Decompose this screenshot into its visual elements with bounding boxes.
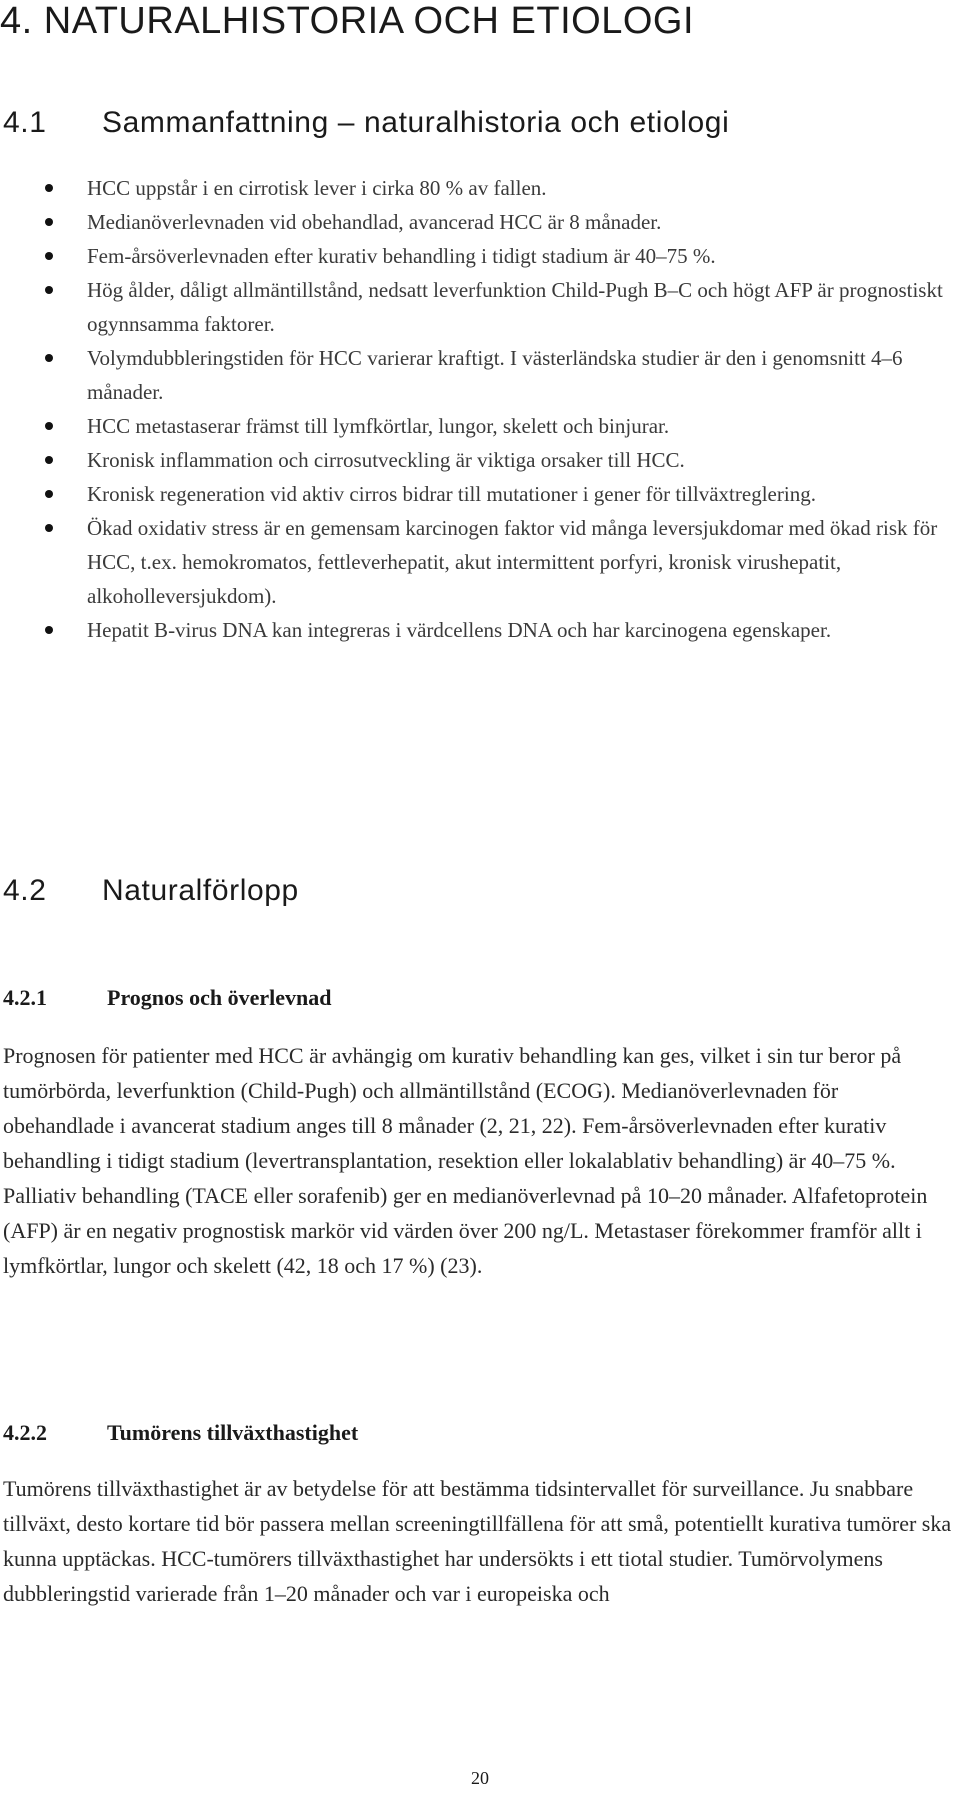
bullet-icon <box>45 252 53 260</box>
section-number: 4.2.1 <box>3 985 47 1010</box>
list-item <box>0 205 950 239</box>
list-item <box>0 273 950 341</box>
list-item <box>0 443 950 477</box>
bullet-icon <box>45 184 53 192</box>
section-title: Sammanfattning – naturalhistoria och etiologi <box>102 106 730 139</box>
section-number: 4.2.2 <box>3 1420 47 1445</box>
growth-rate-paragraph: Tumörens tillväxthastighet är av betydelse för att bestämma tidsintervallet för surveillance. Ju snabbare tillväxt, desto kortare tid bör passera mellan screeningtillfällena för att små, potentiellt kurativa tumörer ska kunna upptäckas. HCC-tumörers tillväxthastighet har undersökts i ett tiotal studier. Tumörvolymens dubbleringstid varierade från 1–20 månader och var i europeiska och <box>3 1476 952 1606</box>
bullet-text: Kronisk inflammation och cirrosutveckling är viktiga orsaker till HCC. <box>87 448 685 472</box>
bullet-icon <box>45 524 53 532</box>
bullet-icon <box>45 626 53 634</box>
list-item <box>0 409 950 443</box>
bullet-text: HCC metastaserar främst till lymfkörtlar, lungor, skelett och binjurar. <box>87 414 670 438</box>
list-item <box>0 511 950 613</box>
bullet-text: Hepatit B-virus DNA kan integreras i värdcellens DNA och har karcinogena egenskaper. <box>87 618 832 642</box>
page-number: 20 <box>471 1768 489 1788</box>
bullet-icon <box>45 286 53 294</box>
section-4-1-heading <box>3 105 729 141</box>
list-item <box>0 341 950 409</box>
bullet-icon <box>45 456 53 464</box>
section-number: 4.2 <box>3 874 47 907</box>
section-4-2-heading <box>3 873 299 909</box>
section-title: Prognos och överlevnad <box>107 985 332 1010</box>
bullet-text: Ökad oxidativ stress är en gemensam karcinogen faktor vid många leversjukdomar med ökad risk för HCC, t.ex. hemokromatos, fettleverhepatit, akut intermittent porfyri, kronisk virushepatit, alkoholleversjukdom). <box>87 516 938 608</box>
list-item <box>0 613 950 647</box>
summary-bullet-list <box>0 171 950 647</box>
bullet-icon <box>45 422 53 430</box>
bullet-icon <box>45 354 53 362</box>
bullet-icon <box>45 218 53 226</box>
section-4-2-2-heading <box>3 1419 358 1447</box>
bullet-text: Hög ålder, dåligt allmäntillstånd, nedsatt leverfunktion Child-Pugh B–C och högt AFP är prognostiskt ogynnsamma faktorer. <box>87 278 943 336</box>
section-title: Tumörens tillväxthastighet <box>107 1420 359 1445</box>
section-title: Naturalförlopp <box>102 874 299 907</box>
bullet-text: Volymdubbleringstiden för HCC varierar kraftigt. I västerländska studier är den i genomsnitt 4–6 månader. <box>87 346 903 404</box>
bullet-icon <box>45 490 53 498</box>
bullet-text: HCC uppstår i en cirrotisk lever i cirka 80 % av fallen. <box>87 176 547 200</box>
list-item <box>0 477 950 511</box>
list-item <box>0 171 950 205</box>
bullet-text: Kronisk regeneration vid aktiv cirros bidrar till mutationer i gener för tillväxtreglering. <box>87 482 816 506</box>
section-number: 4.1 <box>3 106 47 139</box>
list-item <box>0 239 950 273</box>
bullet-text: Fem-årsöverlevnaden efter kurativ behandling i tidigt stadium är 40–75 %. <box>87 244 716 268</box>
bullet-text: Medianöverlevnaden vid obehandlad, avancerad HCC är 8 månader. <box>87 210 662 234</box>
chapter-heading: 4. NATURALHISTORIA OCH ETIOLOGI <box>0 0 695 42</box>
section-4-2-1-heading <box>3 984 331 1012</box>
prognosis-paragraph: Prognosen för patienter med HCC är avhängig om kurativ behandling kan ges, vilket i sin tur beror på tumörbörda, leverfunktion (Child-Pugh) och allmäntillstånd (ECOG). Medianöverlevnaden för obehandlade i avancerat stadium anges till 8 månader (2, 21, 22). Fem-årsöverlevnaden efter kurativ behandling i tidigt stadium (levertransplantation, resektion eller lokalablativ behandling) är 40–75 %. Palliativ behandling (TACE eller sorafenib) ger en medianöverlevnad på 10–20 månader. Alfafetoprotein (AFP) är en negativ prognostisk markör vid värden över 200 ng/L. Metastaser förekommer framför allt i lymfkörtlar, lungor och skelett (42, 18 och 17 %) (23). <box>3 1043 928 1278</box>
